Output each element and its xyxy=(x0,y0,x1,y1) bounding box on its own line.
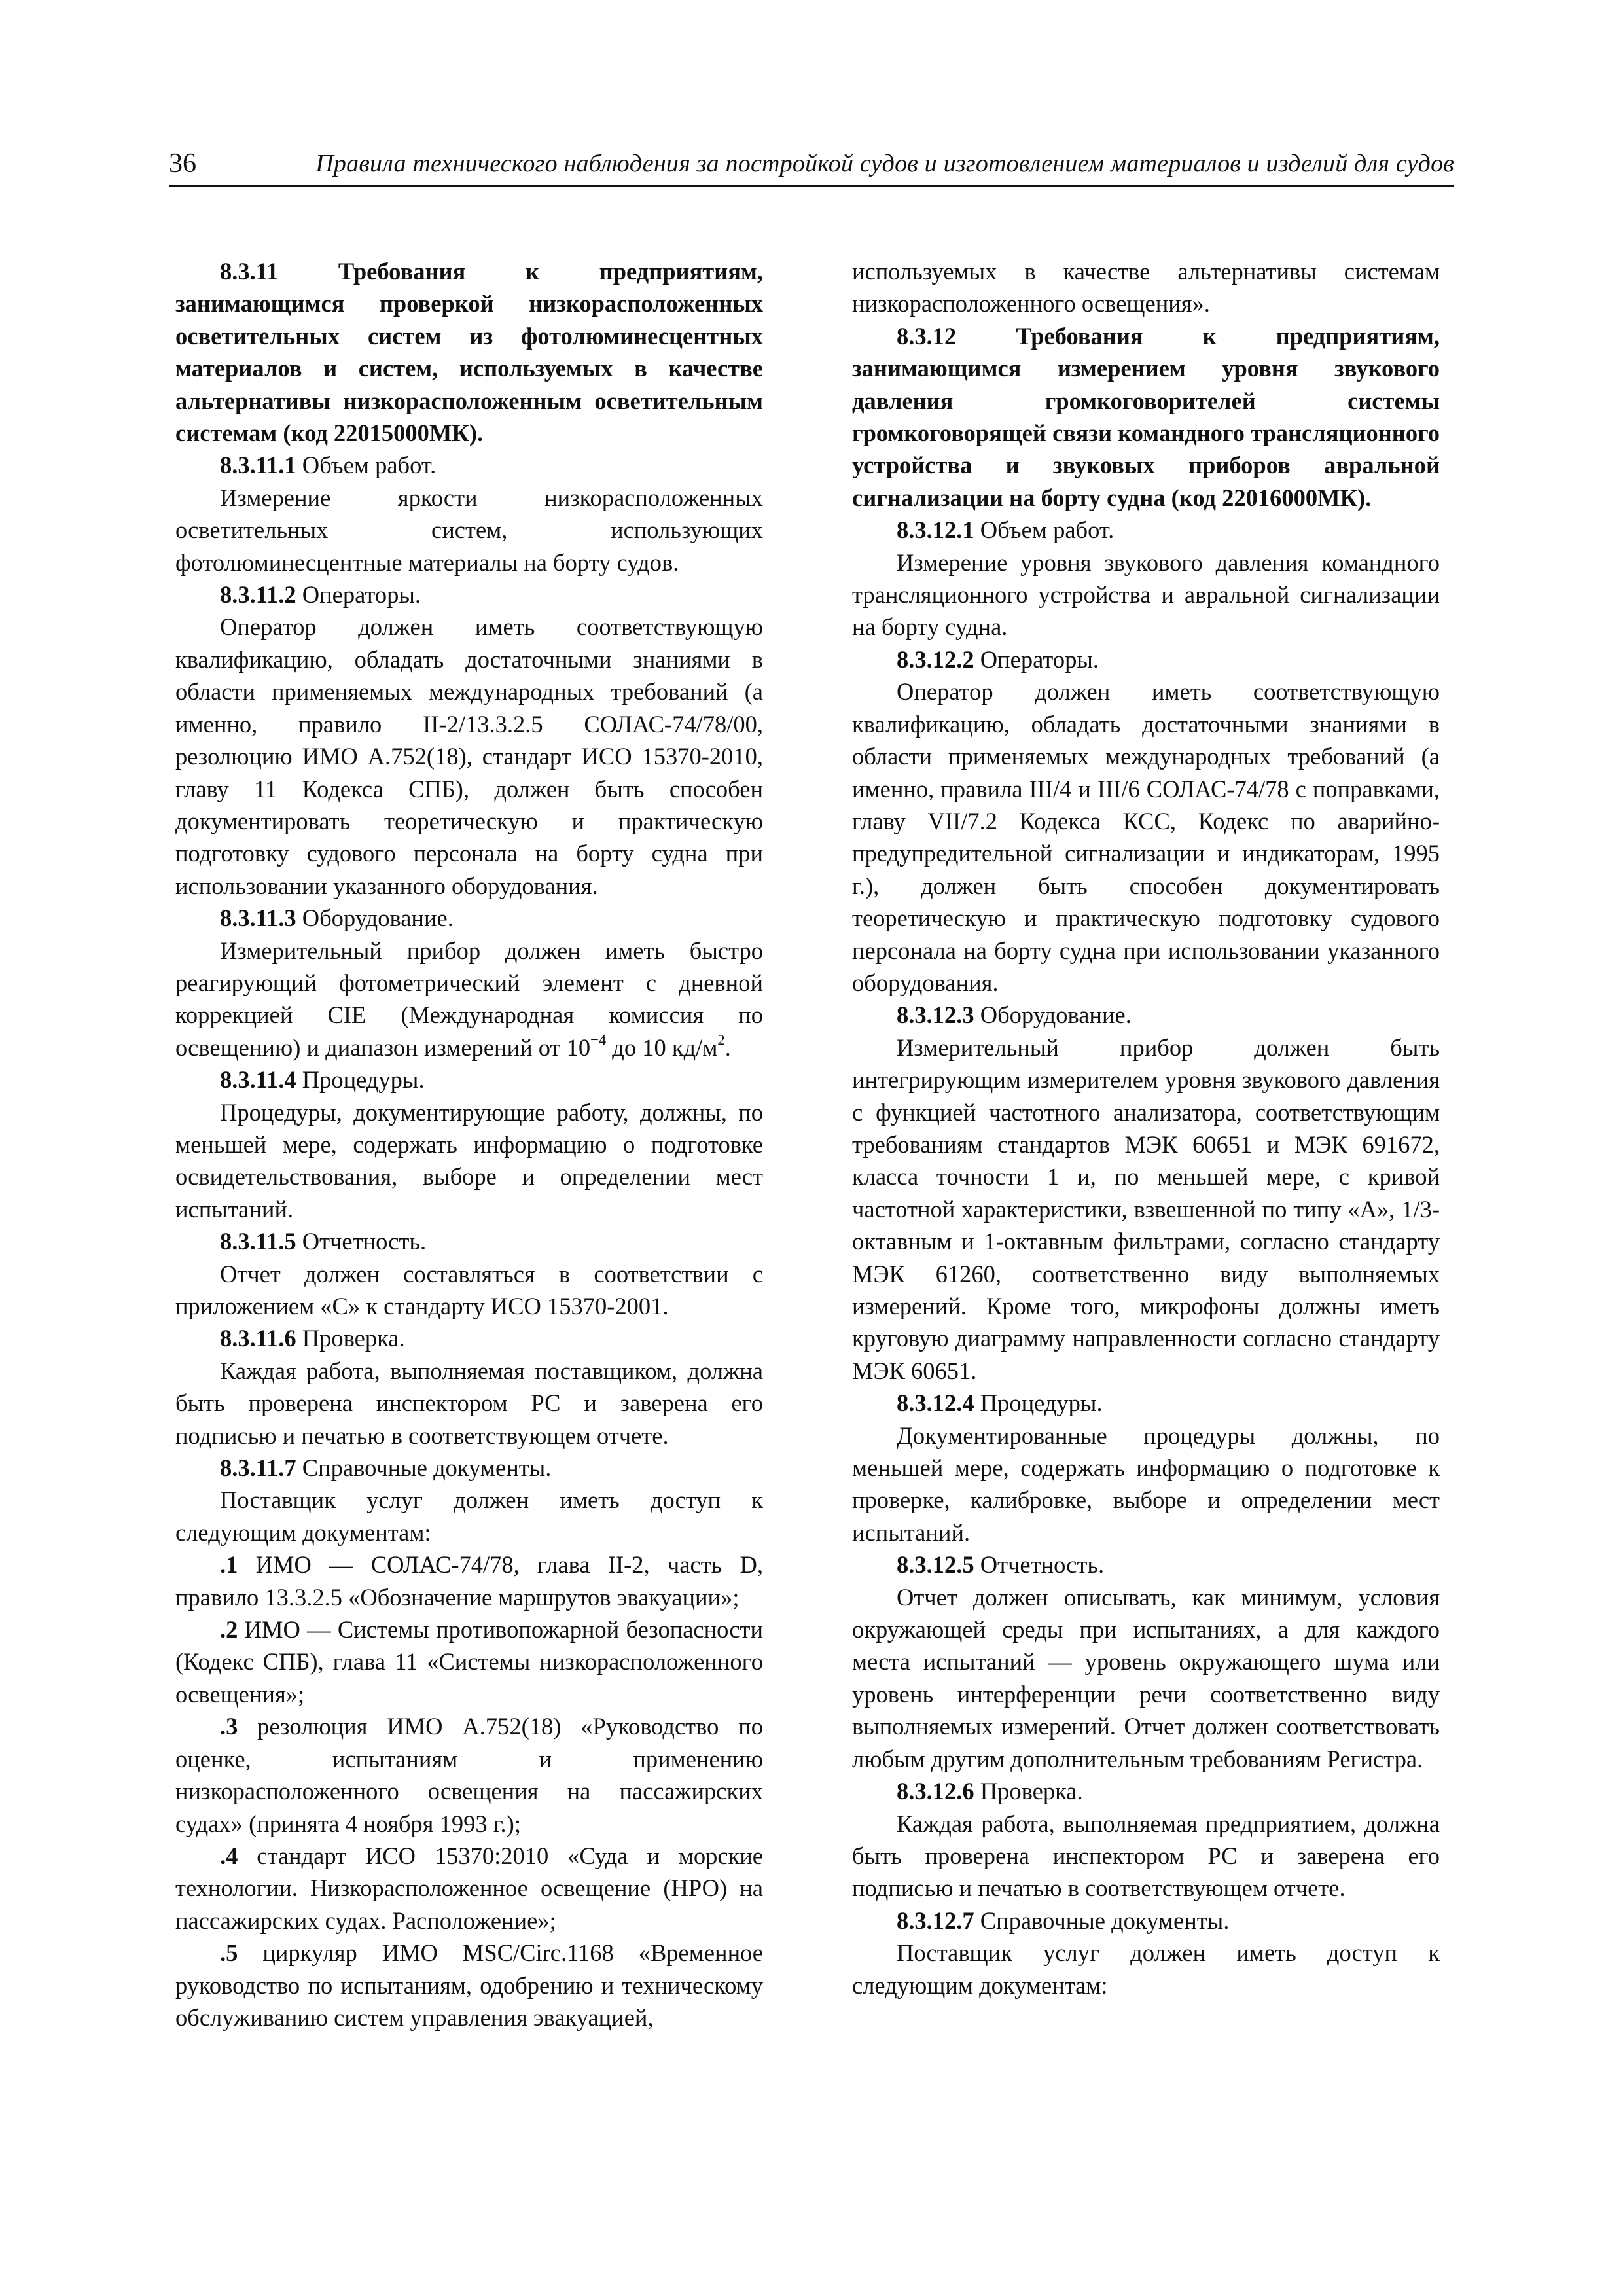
subsection-number: 8.3.11.1 xyxy=(220,452,296,479)
subsection-number: 8.3.12.7 xyxy=(897,1907,974,1934)
running-title: Правила технического наблюдения за постройкой судов и изготовлением материалов и изделий для судов xyxy=(315,150,1454,177)
paragraph: Измерение уровня звукового давления командного трансляционного устройства и авральной сигнализации на борту судна. xyxy=(852,548,1440,641)
subsection-8-3-11-2 xyxy=(175,579,763,611)
section-heading-8-3-12: 8.3.12 Требования к предприятиям, занимающимся измерением уровня звукового давления громкоговорителей системы громкоговорящей связи командного трансляционного устройства и звуковых приборов авральной сигнализации на борту судна (код 22016000МК). xyxy=(852,322,1440,511)
subsection-8-3-12-7 xyxy=(852,1905,1440,1937)
paragraph: Измерительный прибор должен быть интегрирующим измерителем уровня звукового давления с функцией частотного анализатора, соответствующим требованиям стандартов МЭК 60651 и МЭК 691672, класса точности 1 и, по меньшей мере, с кривой частотной характеристики, взвешенной по типу «А», 1/3-октавным и 1-октавным фильтрами, согласно стандарту МЭК 61260, соответственно виду выполняемых измерений. Кроме того, микрофоны должны иметь круговую диаграмму направленности согласно стандарту МЭК 60651. xyxy=(852,1033,1440,1384)
subsection-number: 8.3.11.3 xyxy=(220,905,296,932)
list-item-number: .3 xyxy=(220,1713,238,1740)
subsection-8-3-11-4 xyxy=(175,1064,763,1096)
list-item xyxy=(175,1549,763,1613)
subsection-number: 8.3.11.7 xyxy=(220,1454,296,1482)
subsection-number: 8.3.12.4 xyxy=(897,1390,974,1417)
subsection-number: 8.3.12.6 xyxy=(897,1778,974,1805)
subsection-number: 8.3.11.6 xyxy=(220,1325,296,1352)
list-item-number: .1 xyxy=(220,1551,238,1579)
paragraph: Поставщик услуг должен иметь доступ к следующим документам: xyxy=(175,1486,763,1546)
subsection-8-3-11-1 xyxy=(175,449,763,481)
subsection-number: 8.3.11.2 xyxy=(220,581,296,609)
subsection-8-3-12-6 xyxy=(852,1775,1440,1807)
paragraph: Каждая работа, выполняемая предприятием, должна быть проверена инспектором РС и заверена его подписью и печатью в соответствующем отчете. xyxy=(852,1810,1440,1902)
paragraph: Оператор должен иметь соответствующую квалификацию, обладать достаточными знаниями в области применяемых международных требований (а именно, правила III/4 и III/6 СОЛАС-74/78 с поправками, главу VII/7.2 Кодекса КСС, Кодекс по аварийно-предупредительной сигнализации и индикаторам, 1995 г.), должен быть способен документировать теоретическую и практическую подготовку судового персонала на борту судна при использовании указанного оборудования. xyxy=(852,678,1440,996)
subsection-8-3-12-5 xyxy=(852,1549,1440,1581)
subsection-8-3-12-1 xyxy=(852,514,1440,546)
subsection-title: Объем работ. xyxy=(296,452,437,479)
paragraph: Отчет должен описывать, как минимум, условия окружающей среды при испытаниях, а для каждого места испытаний — уровень окружающего шума или уровень интерференции речи соответственно виду выполняемых измерений. Отчет должен соответствовать любым другим дополнительным требованиям Регистра. xyxy=(852,1583,1440,1772)
subsection-title: Проверка. xyxy=(974,1778,1083,1805)
subsection-title: Отчетность. xyxy=(974,1551,1105,1579)
page-number: 36 xyxy=(169,149,196,179)
subsection-number: 8.3.11.5 xyxy=(220,1228,296,1255)
list-item-text: стандарт ИСО 15370:2010 «Суда и морские технологии. Низкорасположенное освещение (НРО) на пассажирских судах. Расположение»; xyxy=(175,1842,763,1934)
subsection-number: 8.3.12.2 xyxy=(897,645,974,673)
subsection-title: Процедуры. xyxy=(974,1390,1103,1417)
paragraph: Каждая работа, выполняемая поставщиком, должна быть проверена инспектором РС и заверена его подписью и печатью в соответствующем отчете. xyxy=(175,1357,763,1449)
subsection-title: Операторы. xyxy=(296,581,421,609)
subsection-8-3-11-5 xyxy=(175,1225,763,1257)
subsection-number: 8.3.11.4 xyxy=(220,1066,296,1094)
paragraph-continuation: используемых в качестве альтернативы системам низкорасположенного освещения». xyxy=(852,258,1440,317)
list-item xyxy=(175,1613,763,1710)
subsection-title: Процедуры. xyxy=(296,1066,425,1094)
page-header xyxy=(169,145,1454,187)
list-item-text: ИМО — Системы противопожарной безопасности (Кодекс СПБ), глава 11 «Системы низкорасположенного освещения»; xyxy=(175,1616,763,1708)
list-item-text: циркуляр ИМО MSC/Circ.1168 «Временное руководство по испытаниям, одобрению и техническому обслуживанию систем управления эвакуацией, xyxy=(175,1939,763,2031)
left-column xyxy=(175,255,763,2034)
paragraph: Процедуры, документирующие работу, должны, по меньшей мере, содержать информацию о подготовке освидетельствования, выборе и определении мест испытаний. xyxy=(175,1098,763,1223)
exponent: −4 xyxy=(590,1031,607,1048)
list-item xyxy=(175,1710,763,1840)
paragraph: Документированные процедуры должны, по меньшей мере, содержать информацию о подготовке к проверке, калибровке, выборе и определении мест испытаний. xyxy=(852,1422,1440,1546)
subsection-number: 8.3.12.5 xyxy=(897,1551,974,1579)
list-item xyxy=(175,1840,763,1937)
list-item-number: .5 xyxy=(220,1939,238,1967)
list-item xyxy=(175,1937,763,2034)
subsection-8-3-12-4 xyxy=(852,1387,1440,1419)
list-item-number: .4 xyxy=(220,1842,238,1869)
subsection-title: Оборудование. xyxy=(296,905,454,932)
subsection-number: 8.3.12.3 xyxy=(897,1001,974,1029)
exponent: 2 xyxy=(717,1031,725,1048)
subsection-8-3-11-6 xyxy=(175,1322,763,1354)
list-item-number: .2 xyxy=(220,1616,238,1643)
paragraph: Отчет должен составляться в соответствии с приложением «С» к стандарту ИСО 15370-2001. xyxy=(175,1260,763,1319)
subsection-title: Справочные документы. xyxy=(974,1907,1230,1934)
subsection-8-3-12-3 xyxy=(852,999,1440,1031)
paragraph: Измерение яркости низкорасположенных осветительных систем, использующих фотолюминесцентные материалы на борту судов. xyxy=(175,484,763,576)
paragraph-equipment xyxy=(175,935,763,1064)
subsection-8-3-11-3 xyxy=(175,902,763,934)
subsection-title: Справочные документы. xyxy=(296,1454,552,1482)
section-heading-8-3-11: 8.3.11 Требования к предприятиям, занимающимся проверкой низкорасположенных осветительных систем из фотолюминесцентных материалов и систем, используемых в качестве альтернативы низкорасположенным осветительным системам (код 22015000МК). xyxy=(175,258,763,447)
list-item-text: ИМО — СОЛАС-74/78, глава II-2, часть D, правило 13.3.2.5 «Обозначение маршрутов эвакуации»; xyxy=(175,1551,763,1611)
list-item-text: резолюция ИМО А.752(18) «Руководство по оценке, испытаниям и применению низкорасположенного освещения на пассажирских судах» (принята 4 ноября 1993 г.); xyxy=(175,1713,763,1837)
equipment-text-end: . xyxy=(724,1033,731,1061)
equipment-text-mid: до 10 кд/м xyxy=(606,1033,718,1061)
subsection-title: Проверка. xyxy=(296,1325,405,1352)
right-column xyxy=(852,255,1440,2001)
paragraph: Поставщик услуг должен иметь доступ к следующим документам: xyxy=(852,1939,1440,1999)
subsection-title: Оборудование. xyxy=(974,1001,1132,1029)
subsection-title: Объем работ. xyxy=(974,516,1115,544)
subsection-8-3-12-2 xyxy=(852,643,1440,675)
paragraph: Оператор должен иметь соответствующую квалификацию, обладать достаточными знаниями в области применяемых международных требований (а именно, правило II-2/13.3.2.5 СОЛАС-74/78/00, резолюцию ИМО А.752(18), стандарт ИСО 15370-2010, главу 11 Кодекса СПБ), должен быть способен документировать теоретическую и практическую подготовку судового персонала на борту судна при использовании указанного оборудования. xyxy=(175,613,763,899)
subsection-title: Операторы. xyxy=(974,645,1099,673)
equipment-text: Измерительный прибор должен иметь быстро реагирующий фотометрический элемент с дневной коррекцией CIE (Международная комиссия по освещению) и диапазон измерений от 10 xyxy=(175,937,763,1061)
subsection-8-3-11-7 xyxy=(175,1452,763,1484)
subsection-number: 8.3.12.1 xyxy=(897,516,974,544)
subsection-title: Отчетность. xyxy=(296,1228,427,1255)
